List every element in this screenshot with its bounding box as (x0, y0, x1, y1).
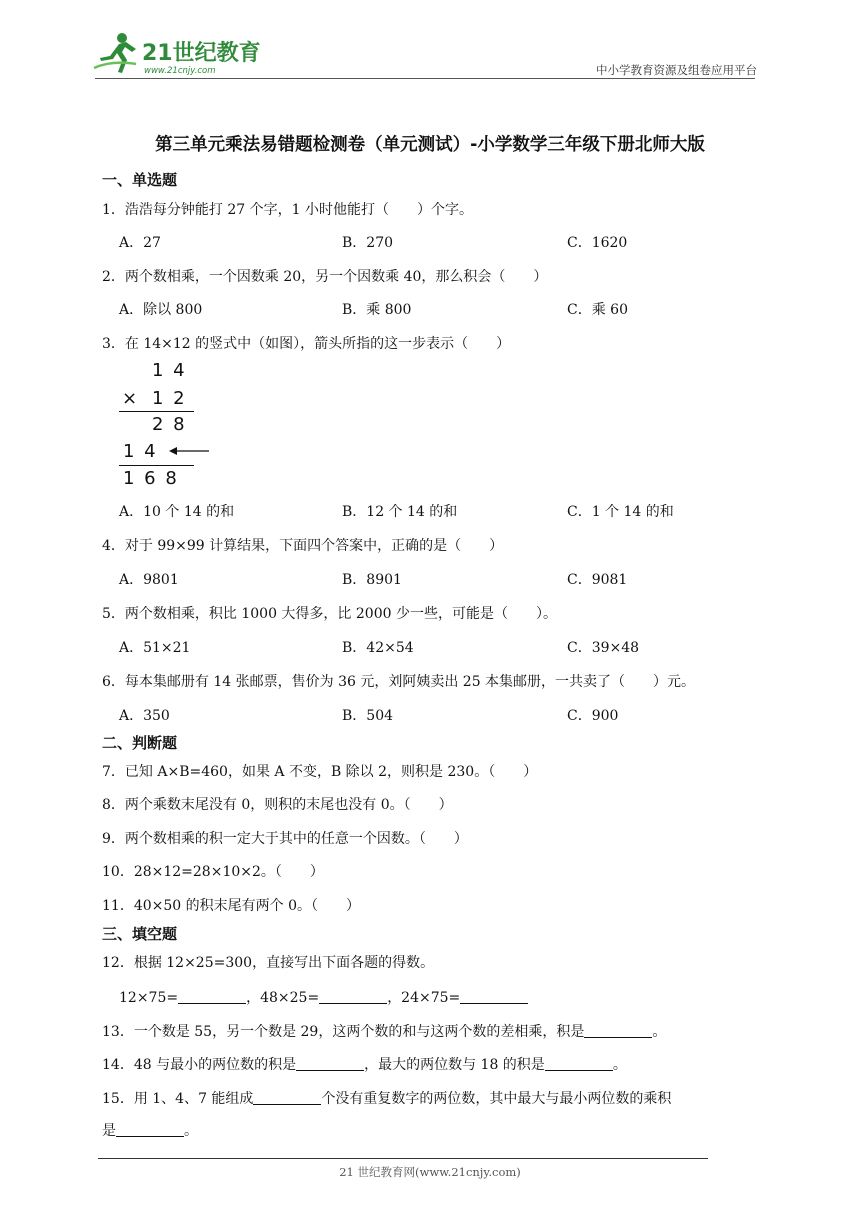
calc-row-3: 2 8 (152, 414, 187, 435)
q14-mid: ，最大的两位数与 18 的积是 (364, 1057, 545, 1073)
calc-row-1: 1 4 (152, 360, 187, 381)
question-1: 1．浩浩每分钟能打 27 个字，1 小时他能打（ ）个字。 (102, 202, 473, 218)
q12-part-2: ，48×25= (246, 990, 320, 1006)
section-heading-fill-blank: 三、填空题 (102, 925, 178, 943)
question-14 (102, 1054, 627, 1074)
q1-option-a: A．27 (119, 235, 161, 251)
question-9: 9．两个数相乘的积一定大于其中的任意一个因数。（ ） (102, 831, 468, 847)
q14-text: 14．48 与最小的两位数的积是 (102, 1057, 297, 1073)
q15-line2: 是 (102, 1123, 116, 1139)
question-7: 7．已知 A×B=460，如果 A 不变，B 除以 2，则积是 230。（ ） (102, 764, 538, 780)
q15-text: 15．用 1、4、7 能组成 (102, 1091, 254, 1107)
question-10: 10．28×12=28×10×2。（ ） (102, 864, 324, 880)
page-title: 第三单元乘法易错题检测卷（单元测试）-小学数学三年级下册北师大版 (155, 135, 705, 155)
runner-logo-icon (92, 30, 144, 76)
footer-divider (98, 1158, 708, 1159)
q12-blank-1[interactable] (178, 989, 246, 1004)
q12-part-3: ，24×75= (387, 990, 461, 1006)
header-divider (95, 78, 755, 79)
footer-text: 21 世纪教育网(www.21cnjy.com) (339, 1165, 521, 1179)
q4-option-b: B．8901 (342, 572, 402, 588)
question-13 (102, 1021, 666, 1041)
q12-part-1: 12×75= (119, 990, 179, 1006)
q1-option-c: C．1620 (567, 235, 628, 251)
calc-times-sign: × (122, 388, 138, 409)
q2-option-b: B．乘 800 (342, 302, 412, 318)
question-3: 3．在 14×12 的竖式中（如图），箭头所指的这一步表示（ ） (102, 336, 511, 352)
q4-option-c: C．9081 (567, 572, 628, 588)
calc-row-5: 1 6 8 (123, 468, 179, 489)
q12-blank-3[interactable] (460, 989, 528, 1004)
q5-option-c: C．39×48 (567, 640, 640, 656)
header-platform-text: 中小学教育资源及组卷应用平台 (596, 63, 757, 77)
question-8: 8．两个乘数末尾没有 0，则积的末尾也没有 0。（ ） (102, 797, 453, 813)
question-5: 5．两个数相乘，积比 1000 大得多，比 2000 少一些，可能是（ ）。 (102, 606, 557, 622)
q13-end: 。 (652, 1024, 667, 1040)
q13-blank[interactable] (584, 1023, 652, 1038)
calc-line-1 (119, 411, 194, 412)
calc-row-4: 1 4 (123, 441, 158, 462)
question-4: 4．对于 99×99 计算结果，下面四个答案中，正确的是（ ） (102, 538, 504, 554)
section-heading-true-false: 二、判断题 (102, 734, 178, 752)
question-15-line-2 (102, 1120, 198, 1140)
q5-option-b: B．42×54 (342, 640, 414, 656)
q4-option-a: A．9801 (119, 572, 179, 588)
section-heading-single-choice: 一、单选题 (102, 171, 178, 189)
q6-option-b: B．504 (342, 708, 394, 724)
q15-blank-2[interactable] (116, 1122, 184, 1137)
q3-option-b: B．12 个 14 的和 (342, 504, 458, 520)
q14-end: 。 (612, 1057, 627, 1073)
question-2: 2．两个数相乘，一个因数乘 20，另一个因数乘 40，那么积会（ ） (102, 269, 548, 285)
q2-option-c: C．乘 60 (567, 302, 628, 318)
q13-text: 13．一个数是 55，另一个数是 29，这两个数的和与这两个数的差相乘，积是 (102, 1024, 585, 1040)
q5-option-a: A．51×21 (119, 640, 191, 656)
logo (92, 30, 262, 80)
question-12-answers (119, 987, 528, 1007)
q15-mid: 个没有重复数字的两位数，其中最大与最小两位数的乘积 (321, 1091, 672, 1107)
q3-option-a: A．10 个 14 的和 (119, 504, 235, 520)
arrow-left-icon (168, 444, 210, 458)
calc-line-2 (119, 465, 194, 466)
q15-blank-1[interactable] (253, 1090, 321, 1105)
question-6: 6．每本集邮册有 14 张邮票，售价为 36 元，刘阿姨卖出 25 本集邮册，一共卖了（ ）元。 (102, 674, 696, 690)
q14-blank-1[interactable] (296, 1056, 364, 1071)
question-12: 12．根据 12×25=300，直接写出下面各题的得数。 (102, 955, 435, 971)
logo-url: www.21cnjy.com (144, 66, 216, 76)
question-15 (102, 1088, 671, 1108)
q12-blank-2[interactable] (319, 989, 387, 1004)
q1-option-b: B．270 (342, 235, 394, 251)
q14-blank-2[interactable] (545, 1056, 613, 1071)
q2-option-a: A．除以 800 (119, 302, 203, 318)
logo-text: 21世纪教育 (142, 41, 261, 66)
q3-option-c: C．1 个 14 的和 (567, 504, 674, 520)
question-11: 11．40×50 的积末尾有两个 0。（ ） (102, 898, 360, 914)
q15-end: 。 (184, 1123, 198, 1139)
q6-option-c: C．900 (567, 708, 619, 724)
q6-option-a: A．350 (119, 708, 170, 724)
calc-row-2: 1 2 (152, 388, 187, 409)
